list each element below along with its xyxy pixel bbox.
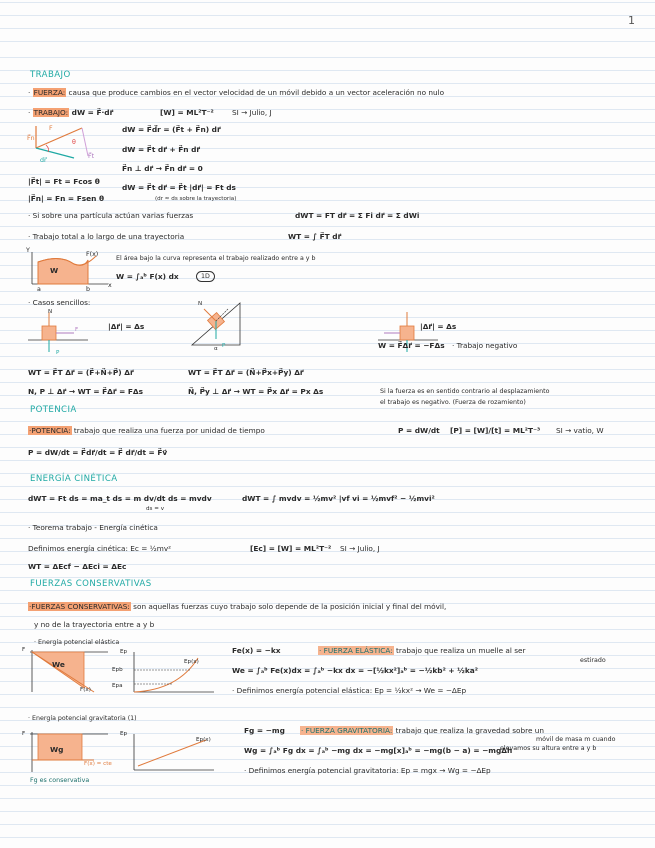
box (400, 326, 414, 340)
ec-dims: [Ec] = [W] = ML²T⁻² (250, 544, 332, 553)
fig-w-label: W (50, 266, 59, 275)
fig-x-label: x (108, 282, 112, 289)
elastica-title: · Energía potencial elástica (34, 639, 120, 646)
case1-np: N, P ⊥ Δr⃗ → WT = F⃗Δr⃗ = FΔs (28, 387, 144, 396)
potencia-label: ·POTENCIA: (29, 426, 71, 435)
case2-figure (188, 293, 248, 353)
case3-note: · Trabajo negativo (452, 341, 518, 350)
varias-fuerzas: · Si sobre una partícula actúan varias fuerzas (28, 211, 194, 220)
trabajo-eq4: dW = F⃗t dr⃗ = F⃗t |dr⃗| = Ft ds (122, 183, 236, 192)
fig-epx-label: Ep(x) (184, 659, 199, 665)
trabajo-definition: · TRABAJO: dW = F⃗·dr⃗ (28, 108, 114, 117)
fe-label: · FUERZA ELÁSTICA: (319, 646, 393, 655)
fuerza-def: causa que produce cambios en el vector velocidad de un móvil debido a un vector aceleración no nulo (66, 88, 445, 97)
heading-trabajo: TRABAJO (30, 70, 71, 80)
fg-eq: Fg = −mg (244, 726, 285, 735)
fig-ft-label: F⃗t (88, 153, 95, 160)
fig-ep-label: Ep (120, 649, 128, 655)
teorema-trabajo: · Teorema trabajo - Energía cinética (28, 523, 158, 532)
case2-wt: WT = F⃗T Δr⃗ = (N⃗+P⃗x+P⃗y) Δr⃗ (188, 368, 304, 377)
elastic-force-figure (24, 648, 116, 694)
case1-n-label: N (48, 309, 53, 315)
page-number: 1 (628, 14, 635, 27)
fe-eq: Fe(x) = −kx (232, 646, 281, 655)
we-eq: We = ∫ₐᵇ Fe(x)dx = ∫ₐᵇ −kx dx = −[½kx²]ₐᵇ = −½kb² + ½ka² (232, 666, 478, 675)
wt-delta-ec: WT = ΔEcf − ΔEci = ΔEc (28, 562, 127, 571)
fig-fx-label: F(x) (86, 251, 99, 258)
trabajo-eq1: dW = F⃗d⃗r = (F⃗t + F⃗n) dr⃗ (122, 125, 221, 134)
fig-wg-label: Wg (50, 745, 64, 754)
trabajo-eq4-note: (dr ≈ ds sobre la trayectoria) (155, 196, 237, 202)
fe-definition (318, 646, 526, 655)
heading-conservativas: FUERZAS CONSERVATIVAS (30, 579, 152, 589)
fe-def: trabajo que realiza un muelle al ser (393, 646, 526, 655)
fig-epb-label: Epb (112, 667, 123, 673)
conservativas-definition (28, 602, 446, 611)
case3-result: W = F⃗Δr⃗ = −FΔs (378, 341, 445, 350)
force-decomposition-figure (24, 118, 114, 164)
fg-definition (300, 726, 544, 735)
trabajo-label: TRABAJO: (33, 108, 69, 117)
contrario-line1: Si la fuerza es en sentido contrario al desplazamiento (380, 388, 550, 395)
contrario-line2: el trabajo es negativo. (Fuerza de rozamiento) (380, 399, 526, 406)
trabajo-eq2: dW = F⃗t dr⃗ + F⃗n dr⃗ (122, 145, 201, 154)
define-ec: Definimos energía cinética: Ec = ½mv² (28, 544, 172, 553)
grav-title: · Energía potencial gravitatoria (1) (28, 715, 137, 722)
trabajo-total-eq: WT = ∫ F⃗T dr⃗ (288, 232, 342, 241)
case1-wt: WT = F⃗T Δr⃗ = (F⃗+N⃗+P⃗) Δr⃗ (28, 368, 134, 377)
fig-f-label: F (49, 125, 53, 132)
fuerza-label: FUERZA: (33, 88, 66, 97)
fuerza-definition: · FUERZA: causa que produce cambios en el vector velocidad de un móvil debido a un vector aceleración no nulo (28, 88, 445, 97)
fig-y-label: Y (26, 247, 30, 254)
potencia-dims: [P] = [W]/[t] = ML²T⁻³ (450, 426, 541, 435)
trabajo-dims: [W] = ML²T⁻² (160, 108, 214, 117)
area-fill (38, 258, 88, 284)
heading-potencia: POTENCIA (30, 405, 77, 415)
ep-elastic-def: · Definimos energía potencial elástica: Ep = ½kx² → We = −ΔEp (232, 686, 467, 695)
case2-n-label: N (198, 301, 203, 307)
energia-eq2: dWT = ∫ mvdv = ½mv² |vf vi = ½mvf² − ½mvi² (242, 494, 435, 503)
area-eq: W = ∫ₐᵇ F(x) dx (116, 272, 179, 281)
heading-energia: ENERGÍA CINÉTICA (30, 474, 118, 484)
grav-epx-label: Ep(x) (196, 737, 211, 743)
wg-eq: Wg = ∫ₐᵇ Fg dx = ∫ₐᵇ −mg dx = −mg[x]ₐᵇ = −mg(b − a) = −mgΔh (244, 746, 513, 755)
fig-fn-label: F⃗n (27, 135, 35, 142)
trabajo-total: · Trabajo total a lo largo de una trayectoria (28, 232, 185, 241)
fg-def3: elevamos su altura entre a y b (500, 745, 597, 752)
fg-label: · FUERZA GRAVITATORIA: (301, 726, 393, 735)
box (42, 326, 56, 340)
fig-b-label: b (86, 286, 90, 293)
energia-eq1: dWT = Ft ds = ma_t ds = m dv/dt ds = mvdv (28, 494, 212, 503)
ft-magnitude: |F⃗t| = Ft = Fcos θ (28, 177, 100, 186)
fig-a-label: a (37, 286, 41, 293)
trabajo-def: dW = F⃗·dr⃗ (69, 108, 114, 117)
potencia-si: SI → vatio, W (556, 426, 604, 435)
conservativas-def2: y no de la trayectoria entre a y b (34, 620, 155, 629)
fig-dr-label: dr⃗ (40, 157, 47, 164)
case2-p-label: P (222, 343, 226, 349)
grav-f-label: F (22, 731, 26, 737)
fig-theta-label: θ (72, 139, 76, 146)
fig-epa-label: Epa (112, 683, 123, 689)
potencia-eq2: P = dW/dt = F⃗dr⃗/dt = F⃗ dr⃗/dt = F⃗v⃗ (28, 448, 168, 457)
case3-eq: |Δr⃗| = Δs (420, 322, 457, 331)
area-note: El área bajo la curva representa el trabajo realizado entre a y b (116, 255, 316, 262)
case1-f-label: F (75, 327, 79, 333)
fe-def2: estirado (580, 657, 606, 664)
casos-sencillos: · Casos sencillos: (28, 298, 91, 307)
potencia-definition (28, 426, 265, 435)
ec-si: SI → Julio, J (340, 544, 380, 553)
case2-np: N⃗, P⃗y ⊥ Δr⃗ → WT = P⃗x Δr⃗ = Px Δs (188, 387, 324, 396)
fg-conservativa: Fg es conservativa (30, 777, 90, 784)
conservativas-def: son aquellas fuerzas cuyo trabajo solo depende de la posición inicial y final del móvil, (130, 602, 447, 611)
case1-eq: |Δr⃗| = Δs (108, 322, 145, 331)
elastic-f-label: F (22, 647, 26, 653)
energia-eq1-sub: ds = v (146, 506, 165, 512)
fg-def2: móvil de masa m cuando (536, 736, 616, 743)
trabajo-si: SI → Julio, J (232, 108, 272, 117)
potencia-def: trabajo que realiza una fuerza por unidad de tiempo (71, 426, 265, 435)
elastic-potential-figure (128, 650, 218, 698)
grav-ep-label: Ep (120, 731, 128, 737)
fig-fcte-label: F(x) = cte (84, 761, 112, 767)
case1-p-label: P (56, 350, 60, 356)
elastic-fx-label: F(x) (80, 687, 91, 693)
fig-we-label: We (52, 660, 65, 669)
case2-alpha: α (214, 346, 218, 352)
fn-magnitude: |F⃗n| = Fn = Fsen θ (28, 194, 105, 203)
fg-def: trabajo que realiza la gravedad sobre un (393, 726, 545, 735)
potencia-eq: P = dW/dt (398, 426, 440, 435)
trabajo-eq3: F⃗n ⊥ dr⃗ → F⃗n dr⃗ = 0 (122, 164, 203, 173)
varias-eq: dWT = FT dr⃗ = Σ Fi dr⃗ = Σ dWi (295, 211, 420, 220)
ep-grav-def: · Definimos energía potencial gravitatoria: Ep = mgx → Wg = −ΔEp (244, 766, 491, 775)
area-tag: 1D (196, 271, 215, 282)
conservativas-label: ·FUERZAS CONSERVATIVAS: (29, 602, 130, 611)
